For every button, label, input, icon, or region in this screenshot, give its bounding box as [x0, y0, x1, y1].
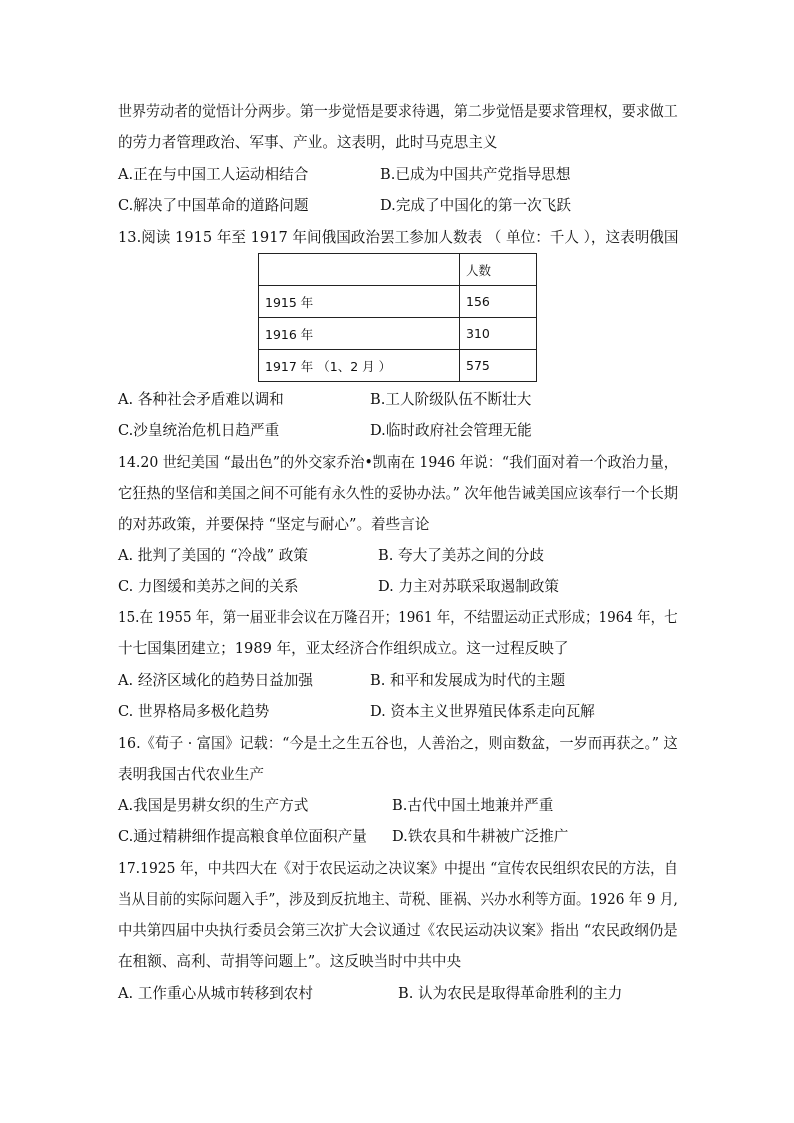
table-row: [259, 318, 537, 350]
table-cell: 1917 年 （1、2 月 ）: [259, 350, 460, 382]
q15-option-d: D. 资本主义世界殖民体系走向瓦解: [370, 703, 595, 720]
q12-option-b: B.已成为中国共产党指导思想: [380, 166, 571, 183]
q15-stem-line-1: 15.在 1955 年，第一届亚非会议在万隆召开；1961 年，不结盟运动正式形成；1964 年，七: [118, 609, 678, 626]
q14-stem-line-3: 的对苏政策，并要保持 “坚定与耐心”。着些言论: [118, 516, 430, 533]
table-row: [259, 350, 537, 382]
q16-option-a: A.我国是男耕女织的生产方式: [118, 797, 309, 814]
table-header-cell: [259, 254, 460, 286]
q12-option-d: D.完成了中国化的第一次飞跃: [380, 197, 571, 214]
q17-option-b: B. 认为农民是取得革命胜利的主力: [398, 985, 623, 1002]
q14-stem-line-2: 它狂热的坚信和美国之间不可能有永久性的妥协办法。” 次年他告诫美国应该奉行一个长期: [118, 485, 678, 502]
q13-option-a: A. 各种社会矛盾难以调和: [118, 391, 284, 408]
table-header-cell: 人数: [460, 254, 537, 286]
table-cell: 575: [460, 350, 537, 382]
q14-option-a: A. 批判了美国的 “冷战” 政策: [118, 547, 308, 564]
q16-option-b: B.古代中国土地兼并严重: [392, 797, 554, 814]
q15-stem-line-2: 十七国集团建立；1989 年，亚太经济合作组织成立。这一过程反映了: [118, 640, 569, 657]
table-header-row: [259, 254, 537, 286]
table-cell: 1916 年: [259, 318, 460, 350]
table-row: [259, 286, 537, 318]
q17-stem-line-3: 中共第四届中央执行委员会第三次扩大会议通过《农民运动决议案》指出 “农民政纲仍是: [118, 922, 678, 939]
q12-option-c: C.解决了中国革命的道路问题: [118, 197, 309, 214]
q16-option-c: C.通过精耕细作提高粮食单位面积产量: [118, 828, 367, 845]
table-cell: 1915 年: [259, 286, 460, 318]
q17-option-a: A. 工作重心从城市转移到农村: [118, 985, 313, 1002]
q16-option-d: D.铁农具和牛耕被广泛推广: [392, 828, 569, 845]
q16-stem-line-1: 16.《荀子 · 富国》记载：“今是土之生五谷也，人善治之，则亩数盆，一岁而再获之。” 这: [118, 735, 678, 752]
q13-option-d: D.临时政府社会管理无能: [370, 422, 532, 439]
strike-participants-table: [258, 253, 537, 382]
q16-stem-line-2: 表明我国古代农业生产: [118, 766, 264, 783]
q17-stem-line-4: 在租额、高利、苛捐等问题上”。这反映当时中共中央: [118, 953, 462, 970]
q17-stem-line-1: 17.1925 年，中共四大在《对于农民运动之决议案》中提出 “宣传农民组织农民的方法，自: [118, 860, 678, 877]
q14-stem-line-1: 14.20 世纪美国 “最出色”的外交家乔治•凯南在 1946 年说：“我们面对着一个政治力量，: [118, 454, 678, 471]
q13-option-b: B.工人阶级队伍不断壮大: [370, 391, 532, 408]
q12-stem-line-1: 世界劳动者的觉悟计分两步。第一步觉悟是要求待遇，第二步觉悟是要求管理权，要求做工: [118, 103, 678, 120]
q17-stem-line-2: 当从目前的实际问题入手”，涉及到反抗地主、苛税、匪祸、兴办水利等方面。1926 年 9 月,: [118, 891, 678, 908]
q12-stem-line-2: 的劳力者管理政治、军事、产业。这表明，此时马克思主义: [118, 134, 498, 151]
q12-option-a: A.正在与中国工人运动相结合: [118, 166, 309, 183]
q14-option-b: B. 夸大了美苏之间的分歧: [378, 547, 544, 564]
table-cell: 310: [460, 318, 537, 350]
q15-option-a: A. 经济区域化的趋势日益加强: [118, 672, 313, 689]
table-cell: 156: [460, 286, 537, 318]
q13-option-c: C.沙皇统治危机日趋严重: [118, 422, 280, 439]
q14-option-d: D. 力主对苏联采取遏制政策: [378, 578, 559, 595]
q15-option-b: B. 和平和发展成为时代的主题: [370, 672, 566, 689]
q15-option-c: C. 世界格局多极化趋势: [118, 703, 270, 720]
q14-option-c: C. 力图缓和美苏之间的关系: [118, 578, 299, 595]
q13-stem: 13.阅读 1915 年至 1917 年间俄国政治罢工参加人数表 （ 单位：千人 ），这表明俄国: [118, 229, 679, 246]
